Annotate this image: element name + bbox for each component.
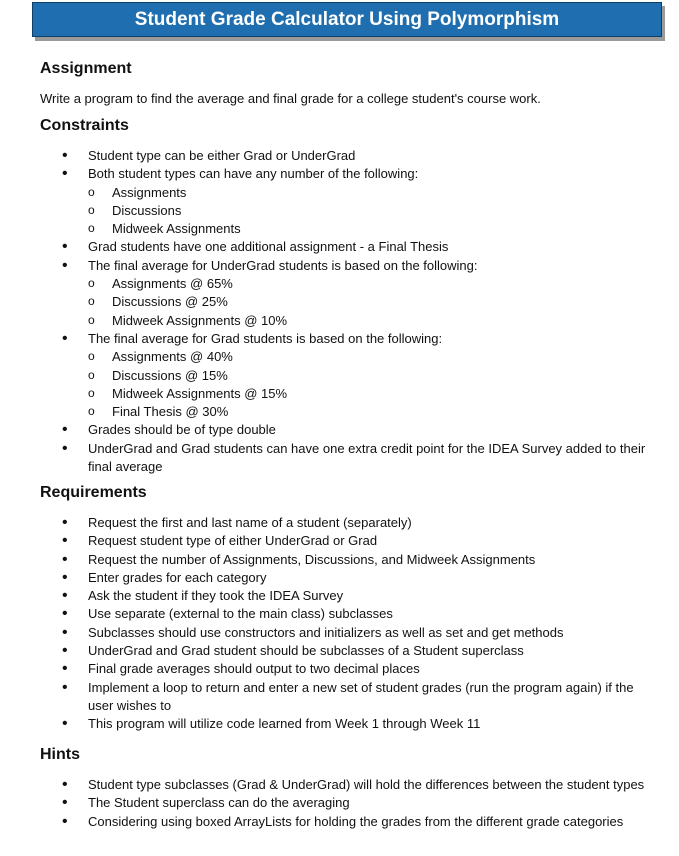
hints-heading: Hints: [40, 746, 80, 763]
requirements-list: [0, 514, 679, 734]
list-item: • Considering using boxed ArrayLists for holding the grades from the different grade categories: [0, 813, 679, 831]
list-item: • Request the number of Assignments, Discussions, and Midweek Assignments: [0, 551, 679, 569]
list-item: o Final Thesis @ 30%: [0, 403, 679, 421]
list-item: o Discussions @ 25%: [0, 293, 679, 311]
list-item: • The final average for Grad students is based on the following:: [0, 330, 679, 348]
list-item: o Discussions: [0, 202, 679, 220]
page-title: Student Grade Calculator Using Polymorphism: [134, 8, 560, 30]
list-item: o Midweek Assignments: [0, 220, 679, 238]
hints-list: [0, 776, 679, 831]
list-item: • The final average for UnderGrad students is based on the following:: [0, 257, 679, 275]
constraints-heading: Constraints: [40, 117, 129, 134]
list-item: o Discussions @ 15%: [0, 367, 679, 385]
list-item: • Implement a loop to return and enter a new set of student grades (run the program again) if the user wishes to: [0, 679, 679, 716]
list-item: o Assignments: [0, 184, 679, 202]
list-item: • Request student type of either UnderGrad or Grad: [0, 532, 679, 550]
list-item: • Subclasses should use constructors and initializers as well as set and get methods: [0, 624, 679, 642]
list-item: • Student type subclasses (Grad & UnderGrad) will hold the differences between the student types: [0, 776, 679, 794]
list-item: o Assignments @ 40%: [0, 348, 679, 366]
list-item: • Student type can be either Grad or UnderGrad: [0, 147, 679, 165]
list-item: o Midweek Assignments @ 15%: [0, 385, 679, 403]
list-item: o Midweek Assignments @ 10%: [0, 312, 679, 330]
constraints-list: [0, 147, 679, 476]
list-item: • Both student types can have any number of the following:: [0, 165, 679, 183]
requirements-heading: Requirements: [40, 484, 147, 501]
list-item: • This program will utilize code learned from Week 1 through Week 11: [0, 715, 679, 733]
assignment-paragraph: Write a program to find the average and final grade for a college student's course work.: [40, 91, 541, 106]
assignment-heading: Assignment: [40, 60, 132, 77]
list-item: • UnderGrad and Grad student should be subclasses of a Student superclass: [0, 642, 679, 660]
list-item: • Final grade averages should output to two decimal places: [0, 660, 679, 678]
list-item: • Enter grades for each category: [0, 569, 679, 587]
list-item: • Request the first and last name of a student (separately): [0, 514, 679, 532]
list-item: • The Student superclass can do the averaging: [0, 794, 679, 812]
list-item: • Use separate (external to the main class) subclasses: [0, 605, 679, 623]
page-title-banner: [32, 2, 662, 37]
list-item: o Assignments @ 65%: [0, 275, 679, 293]
list-item: • Grad students have one additional assignment - a Final Thesis: [0, 238, 679, 256]
list-item: • Ask the student if they took the IDEA Survey: [0, 587, 679, 605]
list-item: • Grades should be of type double: [0, 421, 679, 439]
list-item: • UnderGrad and Grad students can have one extra credit point for the IDEA Survey added to their final average: [0, 440, 679, 477]
